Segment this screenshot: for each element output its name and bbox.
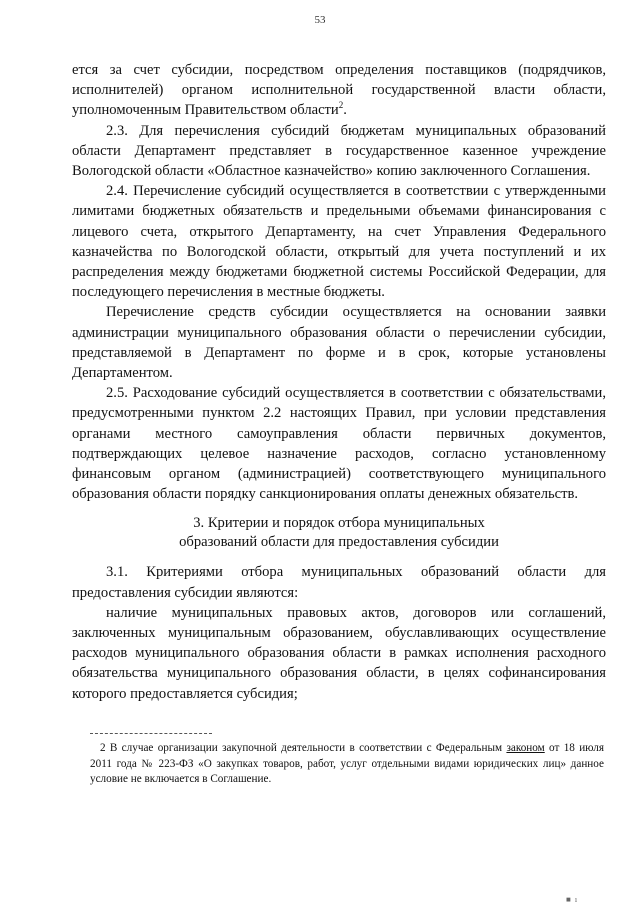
document-body — [72, 60, 606, 704]
paragraph-continued: ется за счет субсидии, посредством определения поставщиков (подрядчиков, исполнителей) органом исполнительной государственной власти области, уполномоченным Правительством области$^2$. — [72, 62, 606, 119]
scan-mark: ■ ı — [566, 895, 579, 904]
page-number: 53 — [314, 14, 326, 26]
law-link[interactable]: законом — [506, 742, 545, 754]
section-heading-line-1: 3. Критерии и порядок отбора муниципальных — [193, 515, 485, 532]
paragraph-3-1: 3.1. Критериями отбора муниципальных образований области для предоставления субсидии являются: — [72, 564, 606, 601]
footnote-ref[interactable]: 2 — [338, 100, 344, 111]
paragraph-2-5: 2.5. Расходование субсидий осуществляется в соответствии с обязательствами, предусмотренными пунктом 2.2 настоящих Правил, при условии представления органами местного самоуправления области первичных документов, подтверждающих целевое назначение расходов, согласно установленному финансовым органом (администрацией) соответствующего муниципального образования области порядку санкционирования оплаты денежных обязательств. — [72, 385, 606, 503]
paragraph-transfer: Перечисление средств субсидии осуществляется на основании заявки администрации муниципального образования области о перечислении субсидии, представляемой в Департамент по форме и в срок, которые установлены Департаментом. — [72, 304, 606, 382]
section-heading — [72, 514, 606, 552]
paragraph-criteria: наличие муниципальных правовых актов, договоров или соглашений, заключенных муниципальным образованием, обуславливающих осуществление расходов муниципального образования области в рамках исполнения расходного обязательства муниципального образования области, в целях софинансирования которого предоставляется субсидия; — [72, 604, 606, 702]
paragraph-2-4: 2.4. Перечисление субсидий осуществляется в соответствии с утвержденными лимитами бюджетных обязательств и предельными объемами финансирования с лицевого счета, открытого Департаменту, на счет Управления Федерального казначейства по Вологодской области, открытый для учета поступлений и их распределения между бюджетами бюджетной системы Российской Федерации, для последующего перечисления в местные бюджеты. — [72, 183, 606, 301]
footnote-separator — [90, 733, 212, 734]
section-heading-line-2: образований области для предоставления субсидии — [179, 534, 499, 551]
footnote: 2 В случае организации закупочной деятельности в соответствии с Федеральным законом от 18 июля 2011 года № 223-ФЗ «О закупках товаров, работ, услуг отдельными видами юридических лиц» данное условие не включается в Соглашение. — [90, 742, 604, 785]
paragraph-2-3: 2.3. Для перечисления субсидий бюджетам муниципальных образований области Департамент представляет в государственное казенное учреждение Вологодской области «Областное казначейство» копию заключенного Соглашения. — [72, 122, 606, 180]
